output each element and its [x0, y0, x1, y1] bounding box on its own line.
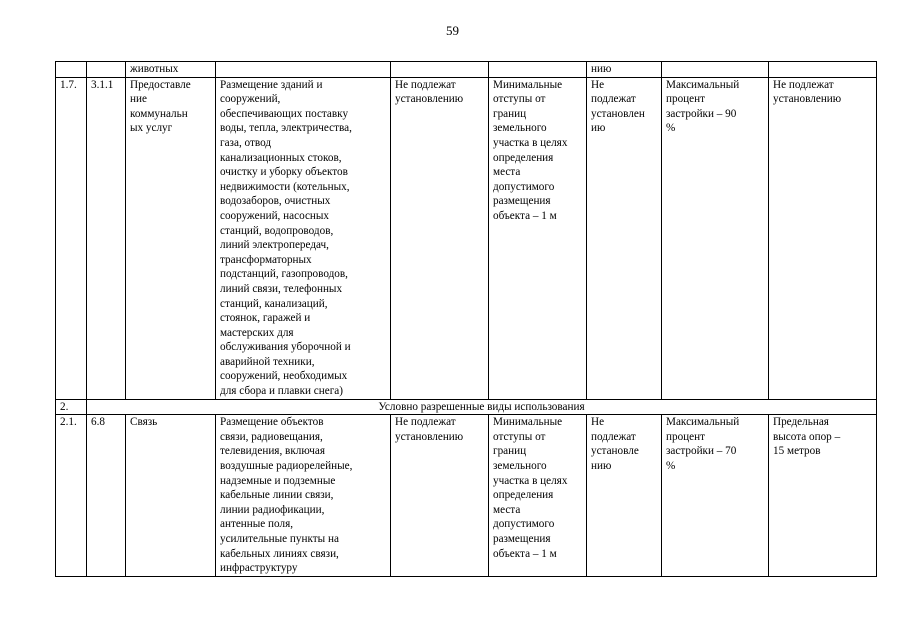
text-line: установлению	[773, 93, 842, 106]
text-line: нию	[591, 460, 612, 473]
text-line: линий связи, телефонных	[220, 282, 343, 295]
text-line: связи, радиовещания,	[220, 430, 323, 443]
land-use-table	[55, 61, 877, 577]
text-line: подстанций, газопроводов,	[220, 268, 348, 281]
text-line: Размещение объектов	[220, 416, 324, 429]
text-line: места	[493, 503, 521, 516]
text-line: %	[666, 122, 676, 135]
col-f-value	[489, 415, 587, 577]
use-description	[216, 415, 391, 577]
text-line: процент	[666, 93, 706, 106]
text-line: линии радиофикации,	[220, 503, 325, 516]
text-line: Не подлежат	[395, 416, 456, 429]
text-line: Не подлежат	[773, 78, 834, 91]
col-g-value	[587, 415, 662, 577]
text-line: размещения	[493, 195, 551, 208]
text-line: земельного	[493, 460, 547, 473]
col-e-value	[391, 415, 489, 577]
text-line: стоянок, гаражей и	[220, 312, 311, 325]
table-row	[56, 77, 877, 399]
text-line: усилительные пункты на	[220, 533, 339, 545]
text-line: 15 метров	[773, 445, 821, 458]
col-i-value	[769, 77, 877, 399]
text-line: ых услуг	[130, 122, 173, 135]
text-line: определения	[493, 489, 554, 502]
text-line: Связь	[130, 416, 158, 429]
text-line: объекта – 1 м	[493, 547, 557, 560]
text-line: подлежат	[591, 430, 636, 443]
text-line: места	[493, 166, 521, 179]
text-line: кабельные линии связи,	[220, 489, 334, 502]
text-line: Не подлежат	[395, 78, 456, 91]
text-line: границ	[493, 445, 527, 458]
text-line: антенные поля,	[220, 518, 294, 531]
text-line: сооружений, необходимых	[220, 370, 348, 383]
text-line: допустимого	[493, 518, 555, 531]
col-i-value	[769, 415, 877, 577]
text-line: допустимого	[493, 180, 555, 193]
row-number: 2.1.	[56, 415, 87, 577]
text-line: застройки – 70	[666, 445, 737, 458]
table-row	[56, 415, 877, 577]
text-line: подлежат	[591, 93, 636, 106]
text-line: установле	[591, 445, 639, 458]
text-line: мастерских для	[220, 326, 294, 339]
row-code: 6.8	[87, 415, 126, 577]
text-line: ию	[591, 122, 606, 135]
text-line: канализационных стоков,	[220, 151, 342, 164]
text-line: Максимальный	[666, 78, 740, 91]
col-f-value	[489, 77, 587, 399]
section-title: Условно разрешенные виды использования	[87, 399, 877, 415]
text-line: определения	[493, 151, 554, 164]
page-number: 59	[446, 23, 459, 38]
text-line: станций, водопроводов,	[220, 224, 334, 237]
text-line: водозаборов, очистных	[220, 195, 331, 208]
use-name	[126, 77, 216, 399]
text-line: надземные и подземные	[220, 474, 336, 487]
text-line: воздушные радиорелейные,	[220, 460, 353, 473]
text-line: Предоставле	[130, 78, 191, 91]
text-line: Не	[591, 78, 605, 91]
text-line: Не	[591, 416, 605, 429]
text-line: сооружений,	[220, 93, 281, 106]
text-line: ние	[130, 93, 147, 106]
col-h-value	[662, 415, 769, 577]
col-e-value	[391, 77, 489, 399]
text-line: трансформаторных	[220, 253, 312, 266]
text-line: Максимальный	[666, 416, 740, 429]
text-line: процент	[666, 430, 706, 443]
use-description	[216, 77, 391, 399]
col-h-value	[662, 77, 769, 399]
text-line: установлен	[591, 107, 645, 120]
text-line: %	[666, 460, 676, 473]
cell-desc	[216, 62, 391, 78]
text-line: станций, канализаций,	[220, 297, 328, 310]
text-line: Минимальные	[493, 78, 563, 91]
col-g-value	[587, 77, 662, 399]
text-line: линий электропередач,	[220, 239, 329, 252]
text-line: участка в целях	[493, 474, 568, 487]
text-line: газа, отвод	[220, 136, 272, 149]
cell-col-i	[769, 62, 877, 78]
text-line: обслуживания уборочной и	[220, 341, 351, 354]
text-line: телевидения, включая	[220, 445, 326, 458]
text-line: объекта – 1 м	[493, 209, 557, 222]
cell-col-f	[489, 62, 587, 78]
row-number: 1.7.	[56, 77, 87, 399]
text-line: участка в целях	[493, 136, 568, 149]
text-line: земельного	[493, 122, 547, 135]
text-line: Минимальные	[493, 416, 563, 429]
text-line: высота опор –	[773, 430, 841, 443]
text-line: размещения	[493, 533, 551, 545]
text-line: аварийной техники,	[220, 355, 315, 368]
text-line: отступы от	[493, 430, 546, 443]
text-line: установлению	[395, 430, 464, 443]
section-row	[56, 399, 877, 415]
text-line: очистку и уборку объектов	[220, 166, 348, 179]
cell-code	[87, 62, 126, 78]
text-line: обеспечивающих поставку	[220, 107, 349, 120]
text-line: сооружений, насосных	[220, 209, 330, 222]
text-line: Предельная	[773, 416, 829, 429]
continuation-row	[56, 62, 877, 78]
text-line: инфраструктуру	[220, 562, 298, 575]
use-name	[126, 415, 216, 577]
cell-col-g: нию	[587, 62, 662, 78]
text-line: кабельных линиях связи,	[220, 547, 339, 560]
text-line: границ	[493, 107, 527, 120]
section-number: 2.	[56, 399, 87, 415]
cell-name: животных	[126, 62, 216, 78]
cell-num	[56, 62, 87, 78]
row-code: 3.1.1	[87, 77, 126, 399]
text-line: застройки – 90	[666, 107, 737, 120]
text-line: установлению	[395, 93, 464, 106]
text-line: воды, тепла, электричества,	[220, 122, 352, 135]
text-line: для сбора и плавки снега)	[220, 385, 343, 398]
text-line: коммунальн	[130, 107, 188, 120]
text-line: отступы от	[493, 93, 546, 106]
text-line: недвижимости (котельных,	[220, 180, 350, 193]
cell-col-h	[662, 62, 769, 78]
text-line: Размещение зданий и	[220, 78, 323, 91]
cell-col-e	[391, 62, 489, 78]
